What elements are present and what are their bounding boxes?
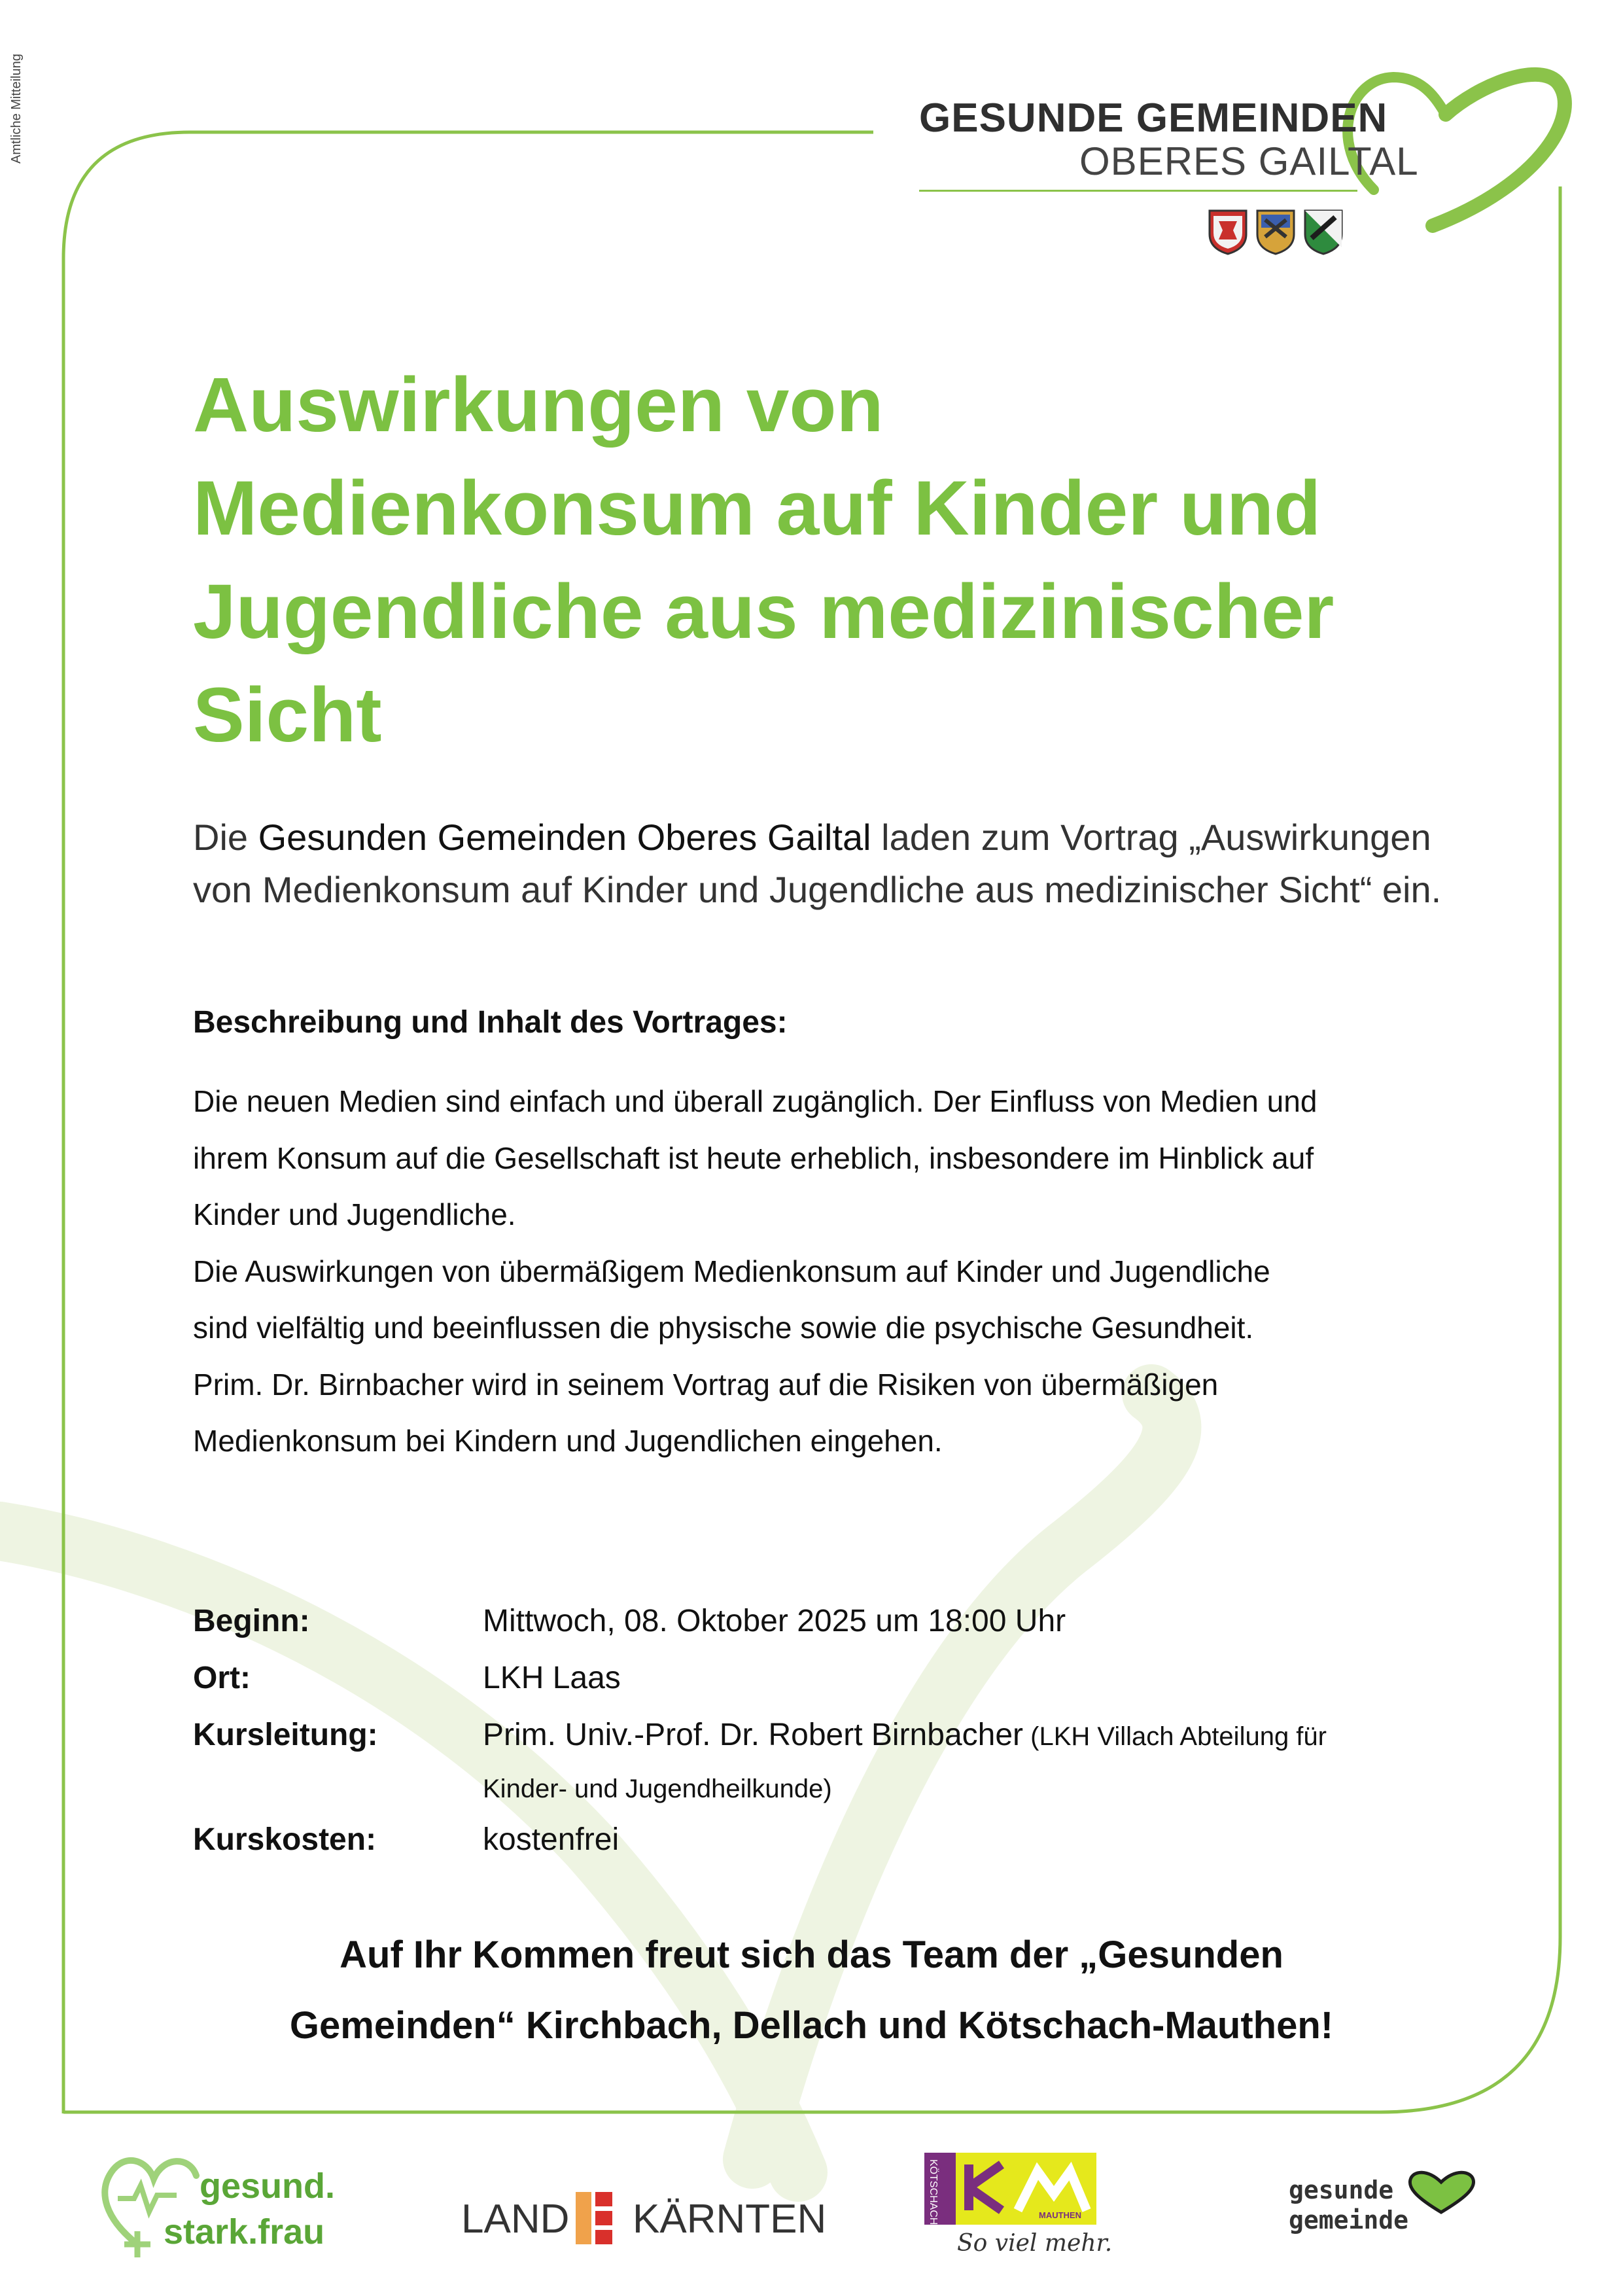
kaernten-flag-icon [576, 2192, 615, 2244]
coat-of-arms-kirchbach-icon [1207, 208, 1249, 255]
description-line: Kinder und Jugendliche. [193, 1197, 516, 1231]
stark-frau-text: stark.frau [164, 2212, 325, 2252]
kaernten-text: KÄRNTEN [633, 2197, 827, 2242]
intro-paragraph [193, 811, 1469, 916]
title-line: Sicht [193, 672, 382, 758]
closing-line: Auf Ihr Kommen freut sich das Team der „Gesunden [340, 1934, 1283, 1976]
instructor-name: Prim. Univ.-Prof. Dr. Robert Birnbacher [483, 1718, 1024, 1752]
land-text: LAND [461, 2197, 570, 2242]
gesund-text: gesund. [200, 2166, 336, 2206]
logo-gesunde-gemeinde [1289, 2163, 1478, 2248]
title-line: Auswirkungen von [193, 362, 884, 448]
label-ort: Ort: [193, 1661, 251, 1695]
intro-text: laden zum Vortrag „Auswirkungen [871, 817, 1431, 858]
label-kurskosten: Kurskosten: [193, 1822, 377, 1857]
instructor-affiliation: (LKH Villach Abteilung für [1023, 1722, 1327, 1751]
description-line: sind vielfältig und beeinflussen die physische sowie die psychische Gesundheit. [193, 1311, 1254, 1345]
value-kurskosten: kostenfrei [483, 1822, 620, 1857]
brand-subtitle: OBERES GAILTAL [1079, 139, 1419, 183]
intro-line: von Medienkonsum auf Kinder und Jugendliche aus medizinischer Sicht“ ein. [193, 869, 1442, 910]
gemeinde-text: gemeinde [1289, 2206, 1409, 2234]
label-beginn: Beginn: [193, 1604, 310, 1638]
brand-title: GESUNDE GEMEINDEN [919, 96, 1388, 141]
description-line: ihrem Konsum auf die Gesellschaft ist heute erheblich, insbesondere im Hinblick auf [193, 1140, 1314, 1175]
value-ort: LKH Laas [483, 1661, 621, 1695]
label-kursleitung: Kursleitung: [193, 1718, 378, 1752]
closing-line: Gemeinden“ Kirchbach, Dellach und Kötschach-Mauthen! [289, 2004, 1334, 2047]
intro-prefix: Die [193, 817, 258, 858]
logo-koetschach-mauthen [924, 2153, 1113, 2264]
instructor-affiliation-cont: Kinder- und Jugendheilkunde) [483, 1775, 832, 1803]
value-beginn: Mittwoch, 08. Oktober 2025 um 18:00 Uhr [483, 1604, 1066, 1638]
description-line: Die neuen Medien sind einfach und überall zugänglich. Der Einfluss von Medien und [193, 1084, 1318, 1118]
title-line: Medienkonsum auf Kinder und [193, 465, 1321, 552]
organizer-name: Gesunden Gemeinden Oberes Gailtal [258, 817, 871, 858]
green-heart-icon [1405, 2169, 1477, 2215]
coat-of-arms-dellach-icon [1255, 208, 1297, 255]
km-small-text: MAUTHEN [1039, 2210, 1081, 2220]
description-line: Die Auswirkungen von übermäßigem Medienkonsum auf Kinder und Jugendliche [193, 1254, 1270, 1288]
logo-gesund-stark-frau [98, 2146, 347, 2257]
km-side-text: KÖTSCHACH [928, 2159, 939, 2225]
gesunde-text: gesunde [1289, 2176, 1394, 2204]
km-slogan: So viel mehr. [957, 2230, 1113, 2257]
title-line: Jugendliche aus medizinischer [193, 569, 1335, 655]
description-body [193, 1073, 1469, 1470]
description-line: Prim. Dr. Birnbacher wird in seinem Vortrag auf die Risiken von übermäßigen [193, 1367, 1219, 1402]
coat-of-arms-koetschach-mauthen-icon [1302, 208, 1344, 255]
km-mark-icon [962, 2158, 1093, 2217]
brand-divider [919, 190, 1357, 192]
official-notice-label: Amtliche Mitteilung [9, 54, 24, 164]
logo-land-kaernten [461, 2192, 827, 2244]
page-title [193, 353, 1370, 767]
description-line: Medienkonsum bei Kindern und Jugendlichen eingehen. [193, 1424, 943, 1458]
value-kursleitung [483, 1717, 1327, 1753]
description-heading: Beschreibung und Inhalt des Vortrages: [193, 1005, 788, 1040]
